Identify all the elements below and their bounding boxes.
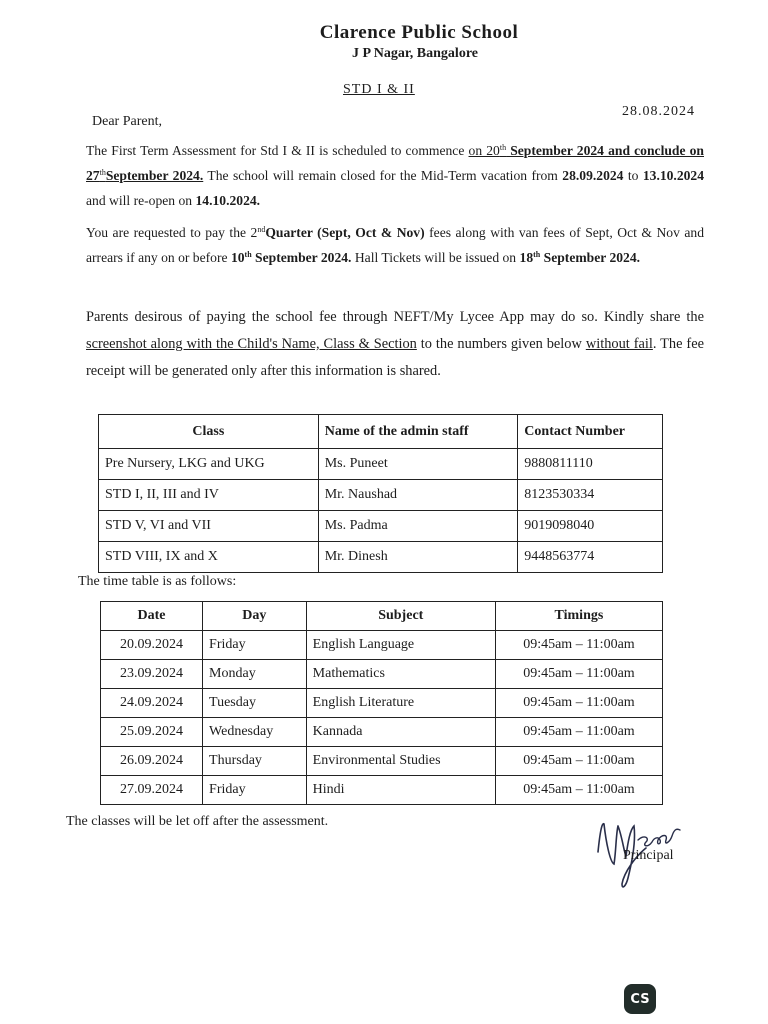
table-header-row bbox=[99, 415, 663, 449]
column-header: Day bbox=[203, 602, 307, 631]
day-cell: Wednesday bbox=[203, 718, 307, 747]
table-row bbox=[101, 747, 663, 776]
class-cell: STD I, II, III and IV bbox=[99, 480, 319, 511]
timing-cell: 09:45am – 11:00am bbox=[495, 776, 662, 805]
column-header: Name of the admin staff bbox=[318, 415, 518, 449]
admin-staff-table bbox=[98, 414, 663, 573]
date-cell: 25.09.2024 bbox=[101, 718, 203, 747]
table-row bbox=[99, 542, 663, 573]
table-row bbox=[101, 718, 663, 747]
date-cell: 23.09.2024 bbox=[101, 660, 203, 689]
timing-cell: 09:45am – 11:00am bbox=[495, 631, 662, 660]
column-header: Contact Number bbox=[518, 415, 663, 449]
day-cell: Friday bbox=[203, 776, 307, 805]
class-cell: STD V, VI and VII bbox=[99, 511, 319, 542]
salutation: Dear Parent, bbox=[92, 114, 162, 129]
table-row bbox=[101, 660, 663, 689]
table-row bbox=[101, 631, 663, 660]
contact-number-cell: 9019098040 bbox=[518, 511, 663, 542]
column-header: Class bbox=[99, 415, 319, 449]
subject-cell: English Literature bbox=[306, 689, 495, 718]
timing-cell: 09:45am – 11:00am bbox=[495, 747, 662, 776]
staff-name-cell: Ms. Puneet bbox=[318, 449, 518, 480]
staff-name-cell: Ms. Padma bbox=[318, 511, 518, 542]
timetable-table bbox=[100, 601, 663, 805]
column-header: Date bbox=[101, 602, 203, 631]
table-row bbox=[101, 689, 663, 718]
column-header: Timings bbox=[495, 602, 662, 631]
column-header: Subject bbox=[306, 602, 495, 631]
day-cell: Tuesday bbox=[203, 689, 307, 718]
staff-name-cell: Mr. Dinesh bbox=[318, 542, 518, 573]
date-cell: 24.09.2024 bbox=[101, 689, 203, 718]
paragraph-payment: Parents desirous of paying the school fee through NEFT/My Lycee App may do so. Kindly share the screenshot along with the Child's Name, Class & Section to the numbers given below without fail. The fee receipt will be generated only after this information is shared. bbox=[86, 309, 704, 379]
date-cell: 27.09.2024 bbox=[101, 776, 203, 805]
closing-note: The classes will be let off after the assessment. bbox=[66, 814, 329, 829]
staff-name-cell: Mr. Naushad bbox=[318, 480, 518, 511]
date-cell: 26.09.2024 bbox=[101, 747, 203, 776]
class-cell: STD VIII, IX and X bbox=[99, 542, 319, 573]
camscanner-logo-icon: CS bbox=[624, 984, 656, 1014]
std-heading: STD I & II bbox=[343, 82, 415, 97]
contact-number-cell: 9880811110 bbox=[518, 449, 663, 480]
paragraph-fees: You are requested to pay the 2ndQuarter (Sept, Oct & Nov) fees along with van fees of Sept, Oct & Nov and arrears if any on or before 10th September 2024. Hall Tickets will be issued on 18th September 2024. bbox=[86, 225, 704, 265]
principal-title: Principal bbox=[623, 848, 674, 863]
table-row bbox=[99, 480, 663, 511]
school-address: J P Nagar, Bangalore bbox=[351, 46, 478, 61]
table-header-row bbox=[101, 602, 663, 631]
table-row bbox=[99, 449, 663, 480]
table-row bbox=[101, 776, 663, 805]
timing-cell: 09:45am – 11:00am bbox=[495, 689, 662, 718]
subject-cell: Hindi bbox=[306, 776, 495, 805]
subject-cell: Environmental Studies bbox=[306, 747, 495, 776]
class-cell: Pre Nursery, LKG and UKG bbox=[99, 449, 319, 480]
contact-number-cell: 8123530334 bbox=[518, 480, 663, 511]
timing-cell: 09:45am – 11:00am bbox=[495, 660, 662, 689]
day-cell: Monday bbox=[203, 660, 307, 689]
subject-cell: Mathematics bbox=[306, 660, 495, 689]
subject-cell: Kannada bbox=[306, 718, 495, 747]
day-cell: Friday bbox=[203, 631, 307, 660]
letter-date: 28.08.2024 bbox=[622, 104, 695, 119]
timetable-intro: The time table is as follows: bbox=[78, 574, 237, 589]
paragraph-assessment: The First Term Assessment for Std I & II is scheduled to commence on 20th September 2024 and conclude on 27thSeptember 2024. The school will remain closed for the Mid-Term vacation from 28.09.2024 to 13.10.2024 and will re-open on 14.10.2024. bbox=[86, 143, 705, 208]
date-cell: 20.09.2024 bbox=[101, 631, 203, 660]
table-row bbox=[99, 511, 663, 542]
day-cell: Thursday bbox=[203, 747, 307, 776]
contact-number-cell: 9448563774 bbox=[518, 542, 663, 573]
subject-cell: English Language bbox=[306, 631, 495, 660]
school-name: Clarence Public School bbox=[319, 22, 519, 43]
timing-cell: 09:45am – 11:00am bbox=[495, 718, 662, 747]
